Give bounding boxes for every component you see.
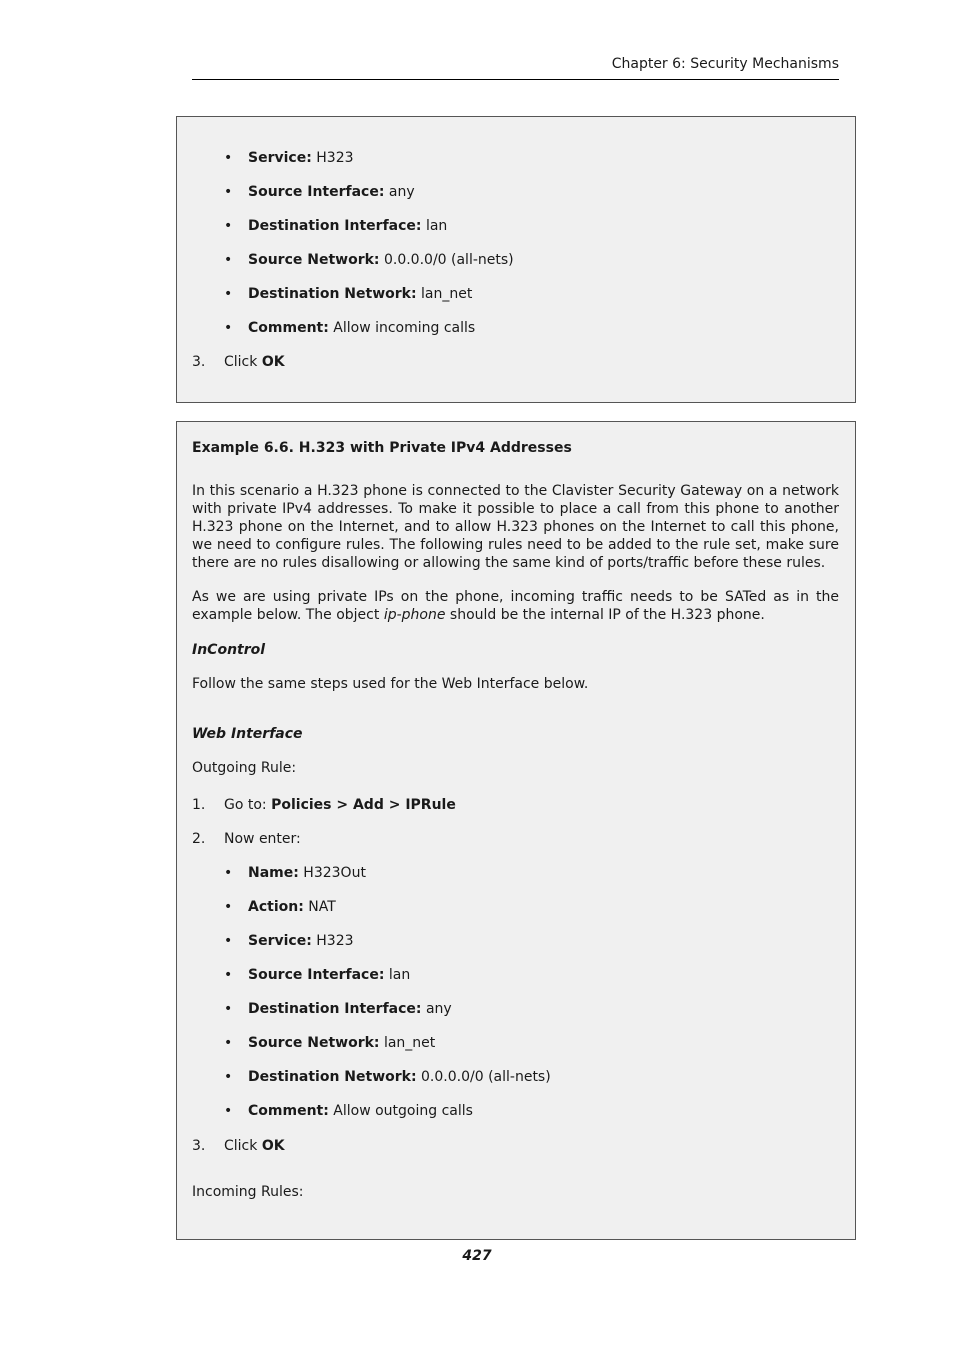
item-value: Allow incoming calls (328, 320, 476, 336)
item-label: Source Network: (248, 1035, 380, 1051)
bullet-dot: • (224, 1103, 233, 1119)
step-text: Now enter: (224, 831, 301, 847)
item-value: 0.0.0.0/0 (all-nets) (379, 252, 514, 268)
item-value: H323 (311, 150, 354, 166)
step-number: 2. (192, 831, 206, 847)
bullet-item (224, 1034, 435, 1052)
item-label: Destination Network: (248, 1069, 417, 1085)
item-label: Service: (248, 150, 312, 166)
item-label: Action: (248, 899, 304, 915)
step-3 (192, 353, 285, 371)
step-number: 3. (192, 354, 206, 370)
incontrol-text: Follow the same steps used for the Web Interface below. (192, 676, 589, 692)
step-number: 3. (192, 1138, 206, 1154)
bullet-item (224, 319, 475, 337)
item-label: Comment: (248, 1103, 329, 1119)
bullet-item (224, 217, 447, 235)
step-2 (192, 830, 301, 848)
item-label: Destination Network: (248, 286, 417, 302)
item-value: H323 (311, 933, 354, 949)
item-label: Source Interface: (248, 967, 385, 983)
item-label: Comment: (248, 320, 329, 336)
bullet-item (224, 932, 354, 950)
web-interface-heading: Web Interface (192, 726, 303, 742)
bullet-dot: • (224, 286, 233, 302)
bullet-dot: • (224, 218, 233, 234)
bullet-dot: • (224, 899, 233, 915)
step-text: Click (224, 1138, 262, 1154)
bullet-item (224, 183, 415, 201)
incontrol-heading: InControl (192, 642, 266, 658)
item-value: any (421, 1001, 452, 1017)
step-bold-text: OK (261, 354, 285, 370)
bullet-dot: • (224, 252, 233, 268)
bullet-dot: • (224, 967, 233, 983)
item-value: lan (421, 218, 448, 234)
item-value: Allow outgoing calls (328, 1103, 473, 1119)
item-label: Destination Interface: (248, 218, 422, 234)
step-bold-text: OK (261, 1138, 285, 1154)
bullet-item (224, 898, 336, 916)
para-text: should be the internal IP of the H.323 phone. (445, 607, 765, 623)
bullet-dot: • (224, 150, 233, 166)
item-label: Source Interface: (248, 184, 385, 200)
bullet-item (224, 966, 410, 984)
item-value: H323Out (298, 865, 366, 881)
step-text: Go to: (224, 797, 272, 813)
item-value: 0.0.0.0/0 (all-nets) (416, 1069, 551, 1085)
item-label: Destination Interface: (248, 1001, 422, 1017)
para-italic-term: ip-phone (383, 607, 446, 623)
outgoing-rule-label: Outgoing Rule: (192, 760, 297, 776)
bullet-dot: • (224, 933, 233, 949)
item-value: any (384, 184, 415, 200)
step-number: 1. (192, 797, 206, 813)
bullet-dot: • (224, 1069, 233, 1085)
step-bold-text: Policies > Add > IPRule (271, 797, 456, 813)
item-label: Source Network: (248, 252, 380, 268)
para-text: As we are using private IPs on the phone, incoming traffic needs to be SATed as in the example below. The object (192, 589, 839, 623)
item-value: NAT (303, 899, 336, 915)
step-3 (192, 1137, 285, 1155)
bullet-item (224, 285, 472, 303)
item-label: Service: (248, 933, 312, 949)
item-value: lan_net (416, 286, 473, 302)
bullet-item (224, 1102, 473, 1120)
item-value: lan_net (379, 1035, 436, 1051)
incoming-rules-label: Incoming Rules: (192, 1184, 304, 1200)
example-continuation-box (176, 116, 856, 403)
page-header (192, 54, 839, 80)
bullet-dot: • (224, 865, 233, 881)
bullet-item (224, 251, 514, 269)
intro-paragraph: In this scenario a H.323 phone is connected to the Clavister Security Gateway on a network with private IPv4 addresses. To make it possible to place a call from this phone to another H.323 phone on the Internet, and to allow H.323 phones on the Internet to call this phone, we need to configure rules. The following rules need to be added to the rule set, make sure there are no rules disallowing or allowing the same kind of ports/traffic before these rules. (192, 483, 839, 571)
bullet-item (224, 149, 354, 167)
bullet-dot: • (224, 320, 233, 336)
chapter-title: Chapter 6: Security Mechanisms (611, 56, 839, 72)
example-box (176, 421, 856, 1240)
item-value: lan (384, 967, 411, 983)
bullet-dot: • (224, 1035, 233, 1051)
bullet-dot: • (224, 1001, 233, 1017)
step-text: Click (224, 354, 262, 370)
bullet-dot: • (224, 184, 233, 200)
step-1 (192, 796, 456, 814)
example-title: Example 6.6. H.323 with Private IPv4 Addresses (192, 440, 572, 456)
sat-paragraph (192, 588, 839, 624)
bullet-item (224, 1068, 551, 1086)
item-label: Name: (248, 865, 299, 881)
bullet-item (224, 1000, 452, 1018)
page-number: 427 (462, 1248, 492, 1264)
bullet-item (224, 864, 366, 882)
